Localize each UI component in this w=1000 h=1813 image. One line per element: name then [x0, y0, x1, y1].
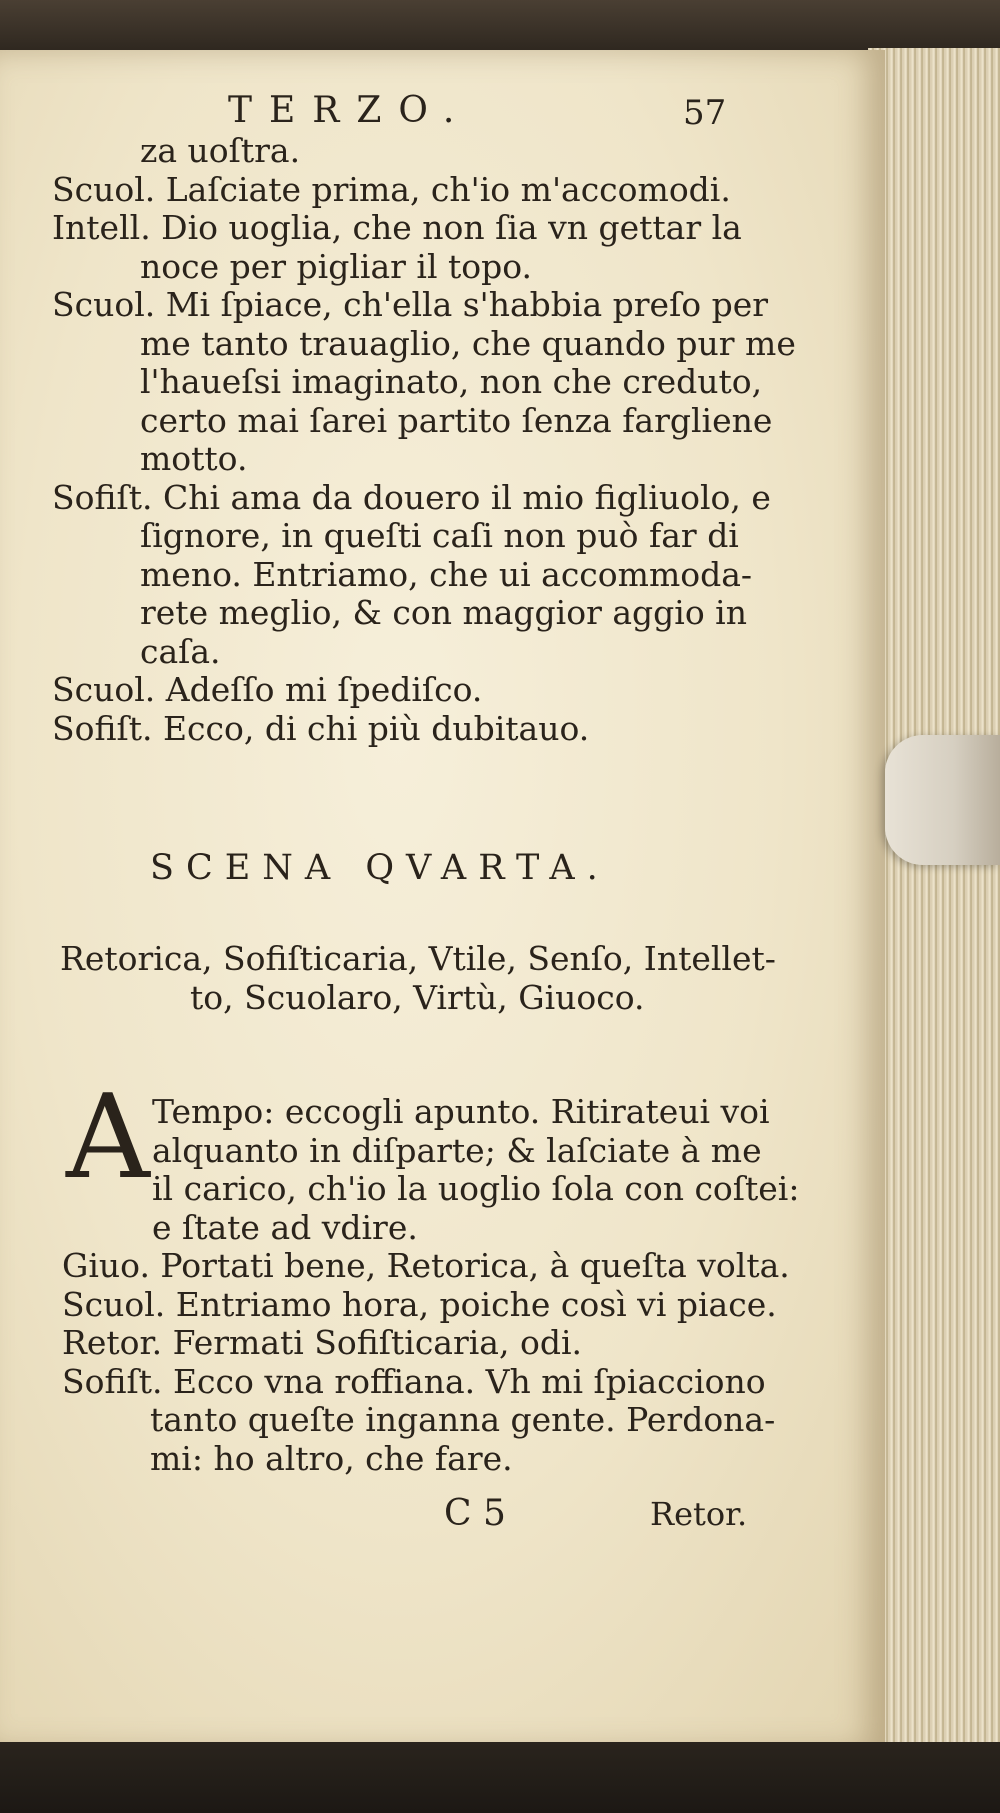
page-header [0, 92, 885, 136]
text-line: Scuol. Laſciate prima, ch'io m'accomodi. [52, 169, 731, 209]
catchword: Retor. [650, 1495, 748, 1533]
text-line: Sofiſt. Ecco, di chi più dubitauo. [52, 708, 590, 748]
text-line: mi: ho altro, che fare. [150, 1438, 513, 1478]
page-number: 57 [683, 93, 727, 133]
text-line: caſa. [140, 631, 221, 671]
text-line: il carico, ch'io la uoglio ſola con coſtei: [152, 1169, 800, 1208]
text-line: Sofiſt. Ecco vna roffiana. Vh mi ſpiacciono [62, 1361, 766, 1401]
drop-cap: A [66, 1070, 150, 1205]
running-title: TERZO. [228, 90, 472, 131]
page-fore-edge [868, 48, 1000, 1748]
book-binding-top [0, 0, 1000, 52]
character-line: to, Scuolaro, Virtù, Giuoco. [190, 977, 645, 1017]
text-line: Sofiſt. Chi ama da douero il mio figliuolo, e [52, 477, 771, 517]
text-line: Intell. Dio uoglia, che non ſia vn gettar la [52, 208, 742, 247]
text-line: motto. [140, 439, 248, 478]
scene-heading: SCENA QVARTA. [150, 848, 610, 888]
page-clip [885, 735, 1000, 865]
text-line: Scuol. Entriamo hora, poiche così vi piace. [62, 1284, 777, 1324]
text-line: me tanto trauaglio, che quando pur me [140, 323, 796, 363]
text-line: l'haueſsi imaginato, non che creduto, [140, 362, 763, 401]
text-line: noce per pigliar il topo. [140, 246, 533, 286]
text-line: tanto queſte inganna gente. Perdona- [150, 1400, 776, 1439]
text-line: meno. Entriamo, che ui accommoda- [140, 554, 753, 594]
character-line: Retorica, Sofiſticaria, Vtile, Senſo, Intellet- [60, 939, 776, 978]
text-line: Tempo: eccogli apunto. Ritirateui voi [152, 1092, 770, 1131]
text-line: Scuol. Mi ſpiace, ch'ella s'habbia preſo per [52, 285, 769, 324]
text-line: e ſtate ad vdire. [152, 1207, 418, 1247]
text-line: Retor. Fermati Sofiſticaria, odi. [62, 1323, 582, 1362]
page-footer [0, 1495, 885, 1539]
text-line: certo mai ſarei partito ſenza fargliene [140, 400, 773, 440]
text-line: ſignore, in queſti caſi non può far di [140, 516, 739, 555]
text-line: za uoſtra. [140, 131, 301, 170]
text-line: rete meglio, & con maggior aggio in [140, 593, 747, 632]
text-line: alquanto in diſparte; & laſciate à me [152, 1130, 762, 1170]
signature-mark: C 5 [444, 1493, 506, 1534]
text-line: Giuo. Portati bene, Retorica, à queſta volta. [62, 1246, 790, 1285]
text-line: Scuol. Adeſſo mi ſpediſco. [52, 670, 483, 709]
book-binding-bottom [0, 1742, 1000, 1813]
